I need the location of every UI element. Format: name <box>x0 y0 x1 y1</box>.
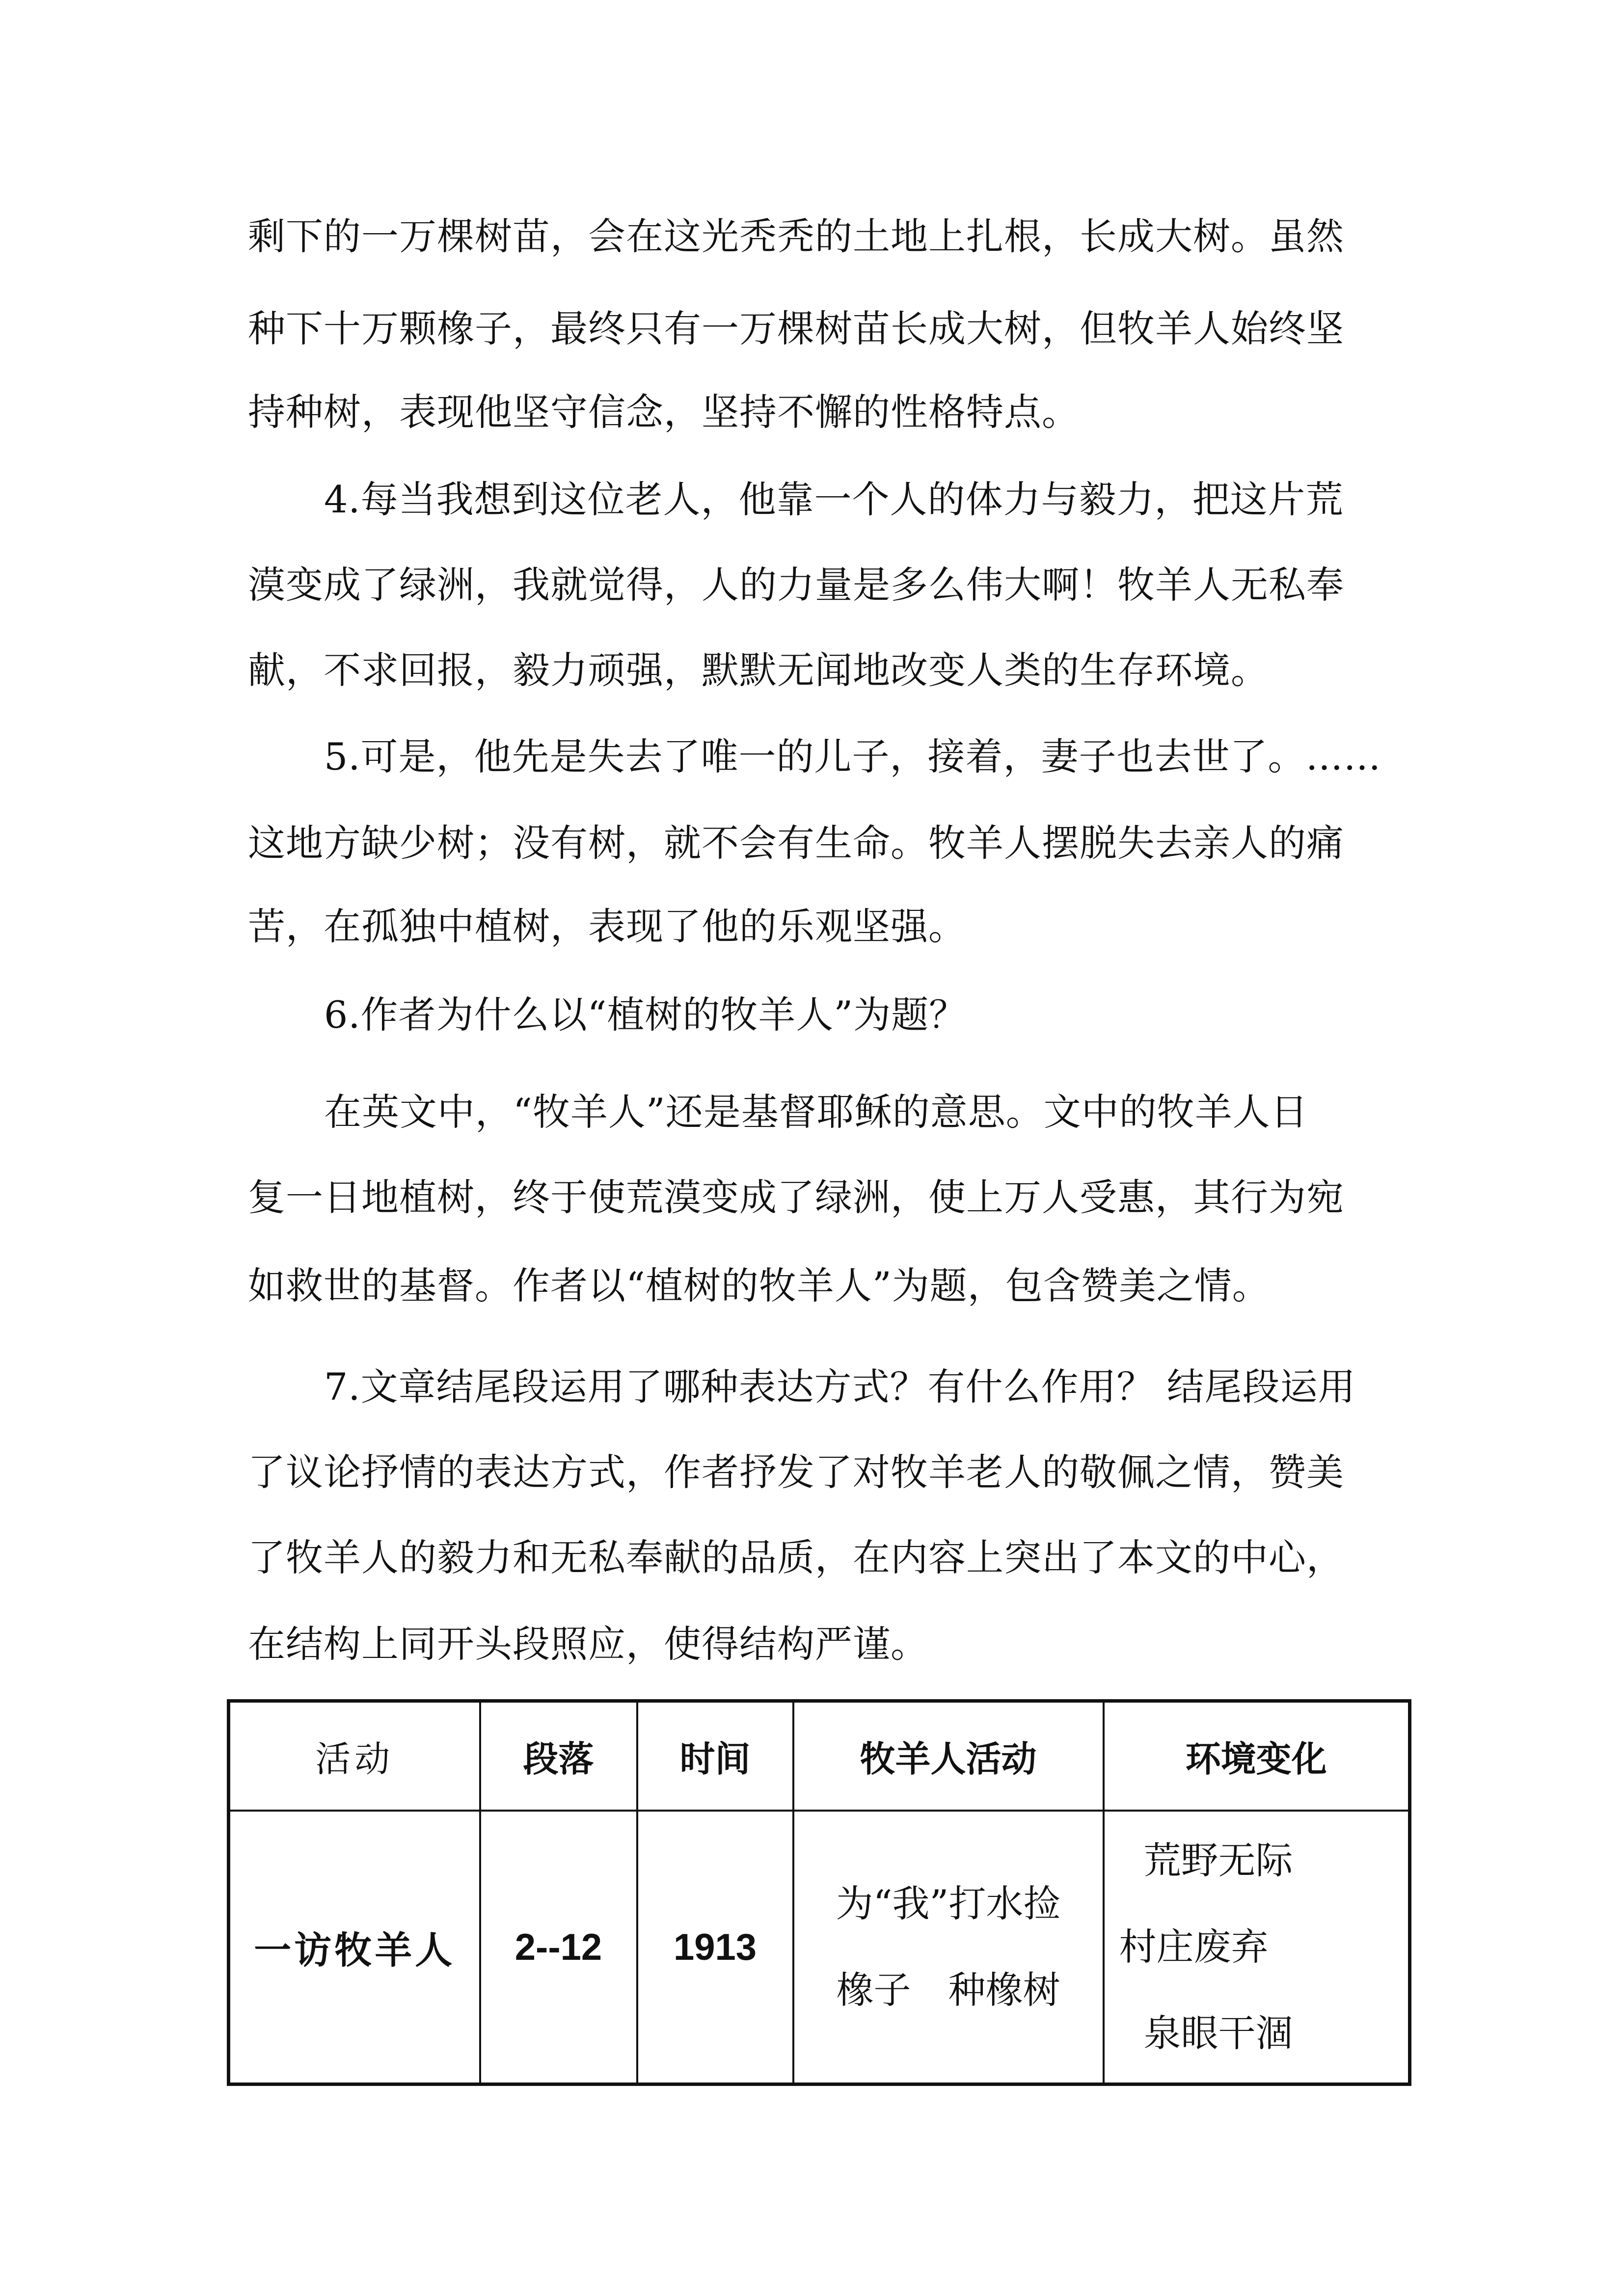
text-line: 了议论抒情的表达方式，作者抒发了对牧羊老人的敬佩之情，赞美 <box>248 1450 1344 1494</box>
text-line: 5.可是，他先是失去了唯一的儿子，接着，妻子也去世了。…… <box>324 735 1381 778</box>
text-line: 献，不求回报，毅力顽强，默默无闻地改变人类的生存环境。 <box>248 648 1269 692</box>
header-environment-change: 环境变化 <box>1104 1701 1410 1811</box>
cell-activity: 一访牧羊人 <box>229 1811 480 2084</box>
text-line: 持种树，表现他坚守信念，坚持不懈的性格特点。 <box>248 390 1080 434</box>
table-row <box>229 1811 1410 2084</box>
text-line: 在英文中，“牧羊人”还是基督耶稣的意思。文中的牧羊人日 <box>324 1090 1308 1134</box>
header-paragraphs: 段落 <box>480 1701 637 1811</box>
cell-environment-change <box>1104 1811 1410 2084</box>
question-heading: 6.作者为什么以“植树的牧羊人”为题？ <box>324 993 967 1037</box>
header-time: 时间 <box>637 1701 793 1811</box>
text-line: 这地方缺少树；没有树，就不会有生命。牧羊人摆脱失去亲人的痛 <box>248 821 1344 865</box>
question-heading: 7.文章结尾段运用了哪种表达方式？有什么作用？ 结尾段运用 <box>324 1365 1356 1409</box>
text-line: 复一日地植树，终于使荒漠变成了绿洲，使上万人受惠，其行为宛 <box>248 1175 1344 1219</box>
text-line: 在结构上同开头段照应，使得结构严谨。 <box>248 1622 928 1666</box>
cell-paragraphs: 2--12 <box>480 1811 637 2084</box>
activity-table <box>227 1699 1411 2086</box>
cell-time: 1913 <box>637 1811 793 2084</box>
header-activity: 活动 <box>229 1701 480 1811</box>
text-line: 了牧羊人的毅力和无私奉献的品质，在内容上突出了本文的中心， <box>248 1536 1344 1579</box>
environment-item: 荒野无际 <box>1143 1839 1293 1882</box>
text-line: 如救世的基督。作者以“植树的牧羊人”为题，包含赞美之情。 <box>248 1264 1270 1308</box>
text-line: 苦，在孤独中植树，表现了他的乐观坚强。 <box>248 905 966 948</box>
text-line: 4.每当我想到这位老人，他靠一个人的体力与毅力，把这片荒 <box>324 478 1344 521</box>
header-shepherd-activity: 牧羊人活动 <box>793 1701 1104 1811</box>
shepherd-activity-line: 橡子 种橡树 <box>836 1968 1060 2012</box>
text-line: 种下十万颗橡子，最终只有一万棵树苗长成大树，但牧羊人始终坚 <box>248 307 1344 350</box>
environment-item: 泉眼干涸 <box>1143 2011 1293 2055</box>
text-line: 剩下的一万棵树苗，会在这光秃秃的土地上扎根，长成大树。虽然 <box>248 214 1344 258</box>
environment-item: 村庄废弃 <box>1119 1925 1269 1969</box>
text-line: 漠变成了绿洲，我就觉得，人的力量是多么伟大啊！牧羊人无私奉 <box>248 563 1344 607</box>
table-header-row <box>229 1701 1410 1811</box>
shepherd-activity-line: 为“我”打水捡 <box>836 1882 1061 1925</box>
cell-shepherd-activity <box>793 1811 1104 2084</box>
